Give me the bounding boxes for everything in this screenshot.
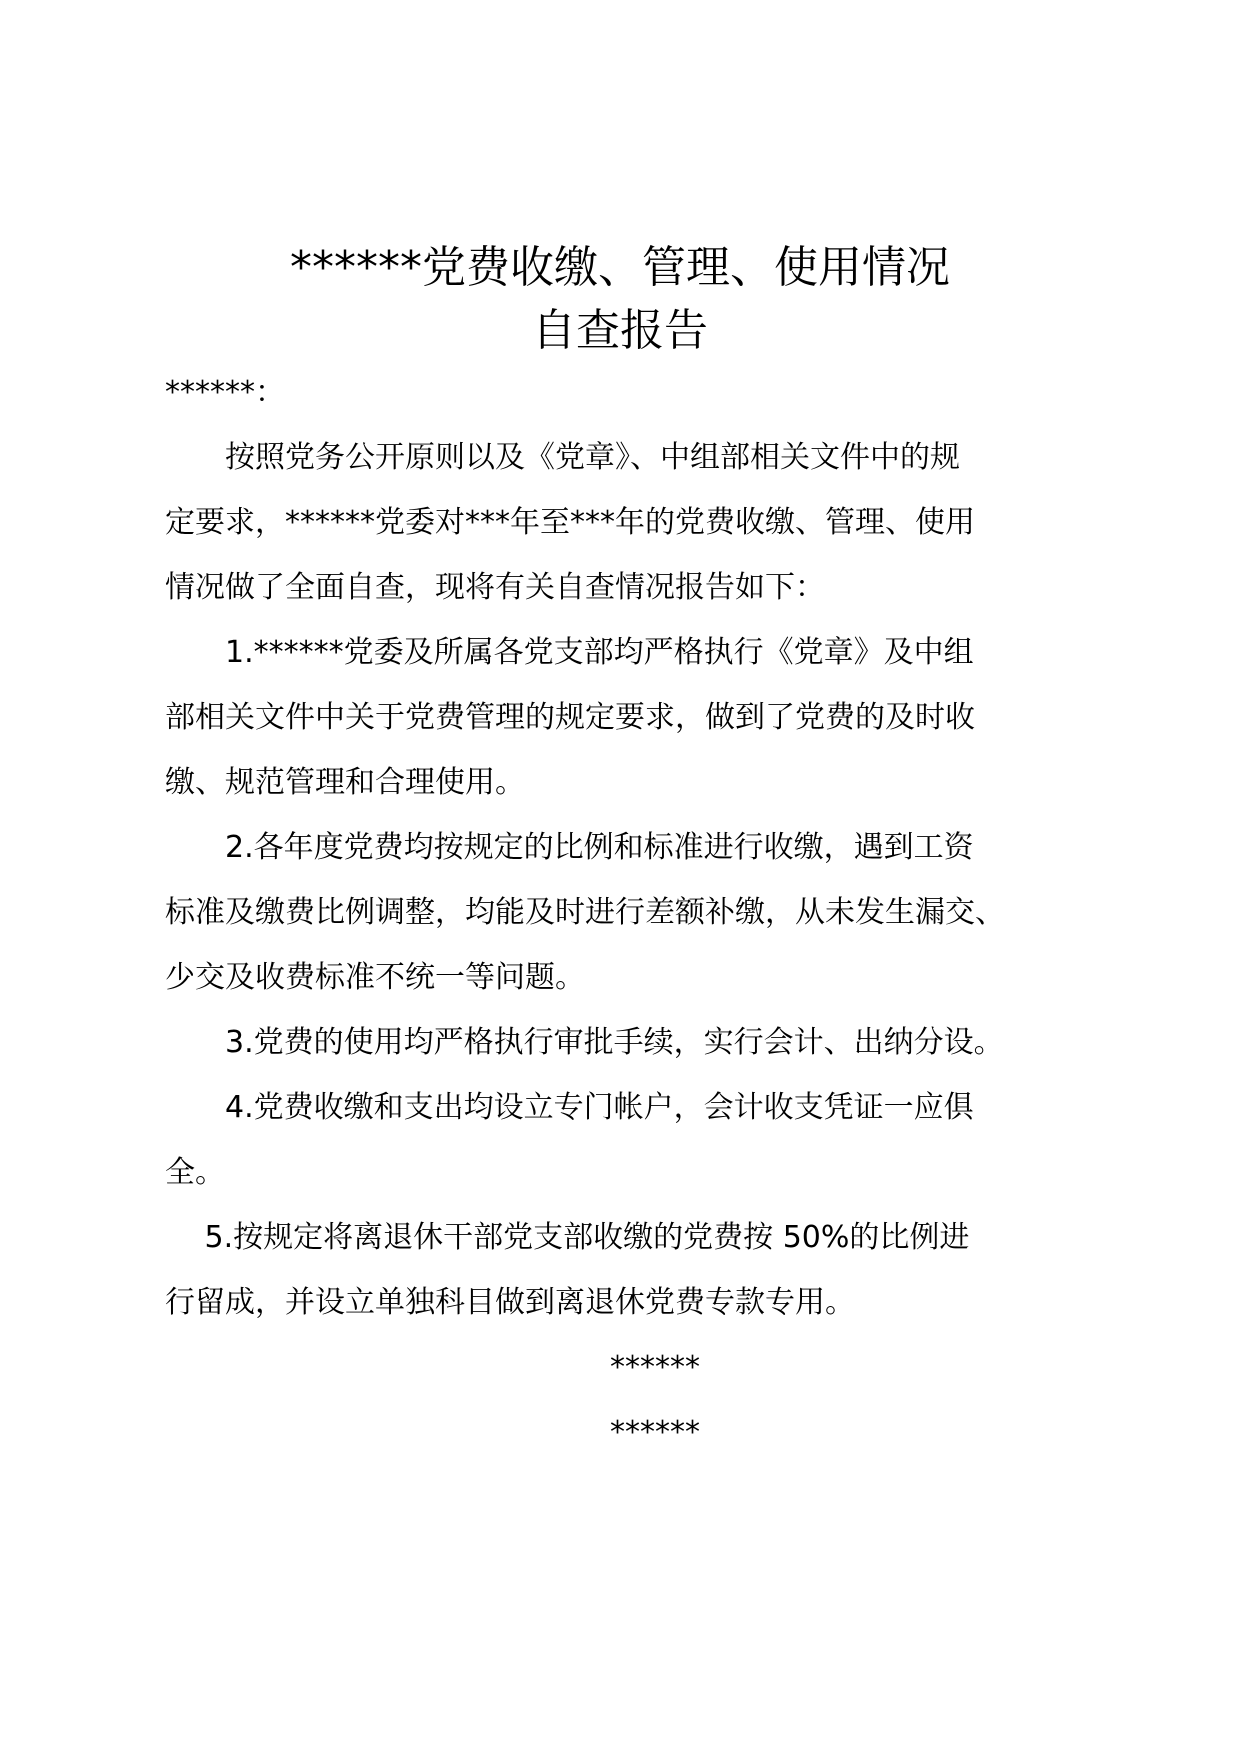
signature-date: ******: [610, 1415, 700, 1450]
salutation: ******：: [165, 375, 285, 410]
paragraph-1-line-1: 按照党务公开原则以及《党章》、中组部相关文件中的规: [165, 440, 960, 475]
signature-org: ******: [610, 1350, 700, 1385]
paragraph-6-line-1: 5.按规定将离退休干部党支部收缴的党费按 50%的比例进: [165, 1220, 970, 1255]
document-title-line-2: 自查报告: [532, 305, 708, 356]
paragraph-3-line-3: 少交及收费标准不统一等问题。: [165, 960, 585, 995]
paragraph-5-line-1: 4.党费收缴和支出均设立专门帐户，会计收支凭证一应俱: [165, 1090, 974, 1125]
paragraph-4-line-1: 3.党费的使用均严格执行审批手续，实行会计、出纳分设。: [165, 1025, 1004, 1060]
paragraph-5-line-2: 全。: [165, 1155, 225, 1190]
paragraph-2-line-1: 1.******党委及所属各党支部均严格执行《党章》及中组: [165, 635, 974, 670]
paragraph-3-line-2: 标准及缴费比例调整，均能及时进行差额补缴，从未发生漏交、: [165, 895, 1005, 930]
paragraph-1-line-3: 情况做了全面自查，现将有关自查情况报告如下：: [165, 570, 825, 605]
paragraph-1-line-2: 定要求，******党委对***年至***年的党费收缴、管理、使用: [165, 505, 975, 540]
paragraph-6-line-2: 行留成，并设立单独科目做到离退休党费专款专用。: [165, 1285, 855, 1320]
paragraph-2-line-3: 缴、规范管理和合理使用。: [165, 765, 525, 800]
document-title-line-1: ******党费收缴、管理、使用情况: [290, 242, 950, 293]
paragraph-2-line-2: 部相关文件中关于党费管理的规定要求，做到了党费的及时收: [165, 700, 975, 735]
paragraph-3-line-1: 2.各年度党费均按规定的比例和标准进行收缴，遇到工资: [165, 830, 974, 865]
